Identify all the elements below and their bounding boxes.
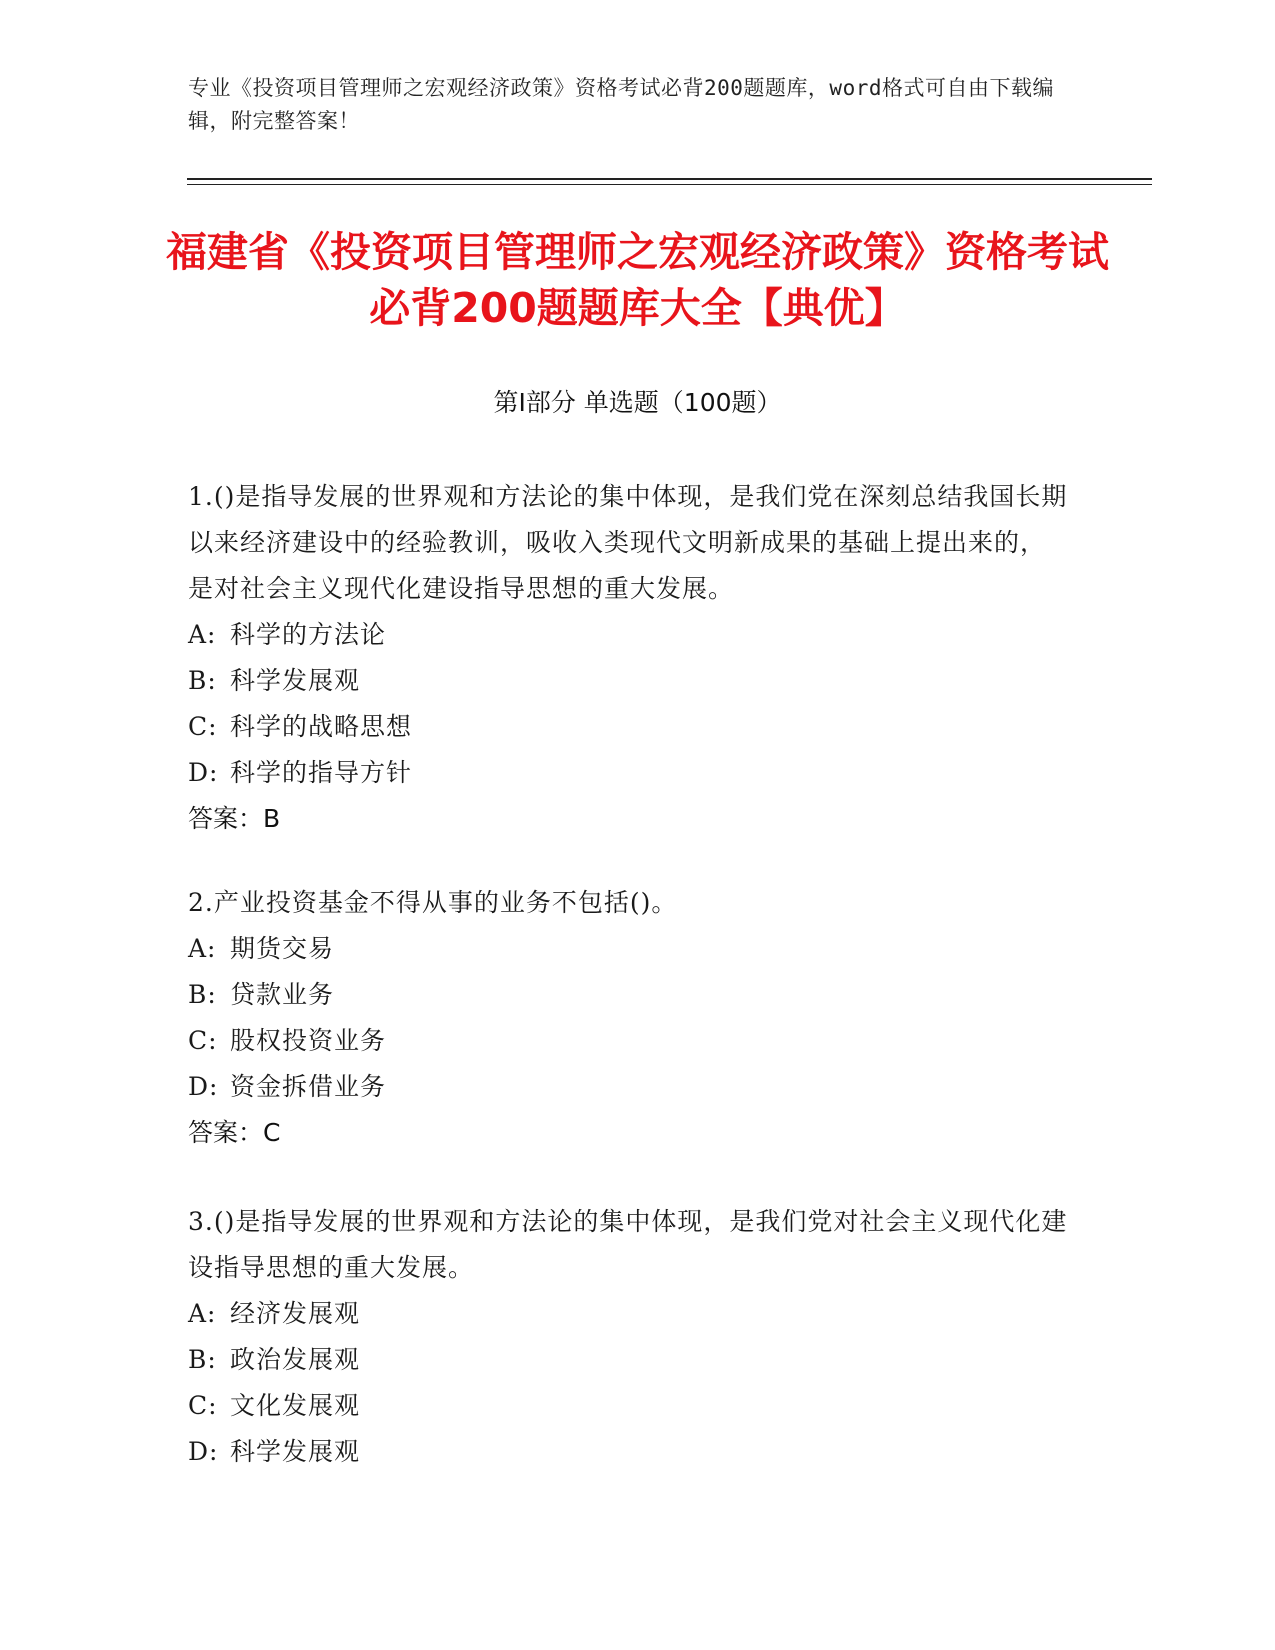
question-option — [188, 1383, 1068, 1429]
question-option — [188, 926, 1068, 972]
question-option — [188, 1291, 1068, 1337]
option-letter: A: — [188, 620, 217, 649]
question-option — [188, 750, 1068, 796]
option-letter: A: — [188, 1299, 217, 1328]
option-letter: D: — [188, 1072, 219, 1101]
question-answer — [188, 796, 1068, 842]
header-rule-thin — [187, 184, 1152, 185]
option-text: 科学的方法论 — [230, 620, 387, 649]
question-option — [188, 972, 1068, 1018]
question-stem: 1.()是指导发展的世界观和方法论的集中体现，是我们党在深刻总结我国长期以来经济建设中的经验教训，吸收入类现代文明新成果的基础上提出来的，是对社会主义现代化建设指导思想的重大发展。 — [188, 482, 1068, 603]
option-letter: C: — [188, 1391, 218, 1420]
option-letter: A: — [188, 934, 217, 963]
option-text: 期货交易 — [230, 934, 335, 963]
option-letter: D: — [188, 1437, 219, 1466]
option-letter: B: — [188, 666, 217, 695]
question-option — [188, 704, 1068, 750]
option-text: 资金拆借业务 — [230, 1072, 387, 1101]
header-note: 专业《投资项目管理师之宏观经济政策》资格考试必背200题题库，word格式可自由下载编辑，附完整答案！ — [188, 76, 1054, 133]
section-heading: 第Ⅰ部分 单选题（100题） — [493, 388, 782, 417]
document-title: 福建省《投资项目管理师之宏观经济政策》资格考试必背200题题库大全【典优】 — [166, 228, 1109, 332]
question-item — [188, 880, 1068, 1156]
option-letter: B: — [188, 1345, 217, 1374]
answer-value: C — [263, 1118, 281, 1147]
option-text: 文化发展观 — [230, 1391, 361, 1420]
question-answer — [188, 1110, 1068, 1156]
option-text: 政治发展观 — [230, 1345, 361, 1374]
option-letter: D: — [188, 758, 219, 787]
question-option — [188, 658, 1068, 704]
answer-value: B — [263, 804, 281, 833]
answer-prefix: 答案： — [188, 804, 264, 833]
question-option — [188, 1018, 1068, 1064]
option-text: 科学发展观 — [230, 1437, 361, 1466]
option-text: 贷款业务 — [230, 980, 335, 1009]
option-letter: B: — [188, 980, 217, 1009]
question-option — [188, 1064, 1068, 1110]
question-option — [188, 1429, 1068, 1475]
answer-prefix: 答案： — [188, 1118, 264, 1147]
option-letter: C: — [188, 712, 218, 741]
option-text: 科学的指导方针 — [230, 758, 413, 787]
option-text: 经济发展观 — [230, 1299, 361, 1328]
question-item — [188, 1199, 1068, 1475]
question-stem: 3.()是指导发展的世界观和方法论的集中体现，是我们党对社会主义现代化建设指导思想的重大发展。 — [188, 1207, 1068, 1282]
header-rule-thick — [187, 178, 1152, 180]
option-letter: C: — [188, 1026, 218, 1055]
question-option — [188, 1337, 1068, 1383]
option-text: 科学的战略思想 — [230, 712, 413, 741]
question-option — [188, 612, 1068, 658]
question-stem: 2.产业投资基金不得从事的业务不包括()。 — [188, 888, 678, 917]
option-text: 股权投资业务 — [230, 1026, 387, 1055]
option-text: 科学发展观 — [230, 666, 361, 695]
question-item — [188, 474, 1068, 842]
